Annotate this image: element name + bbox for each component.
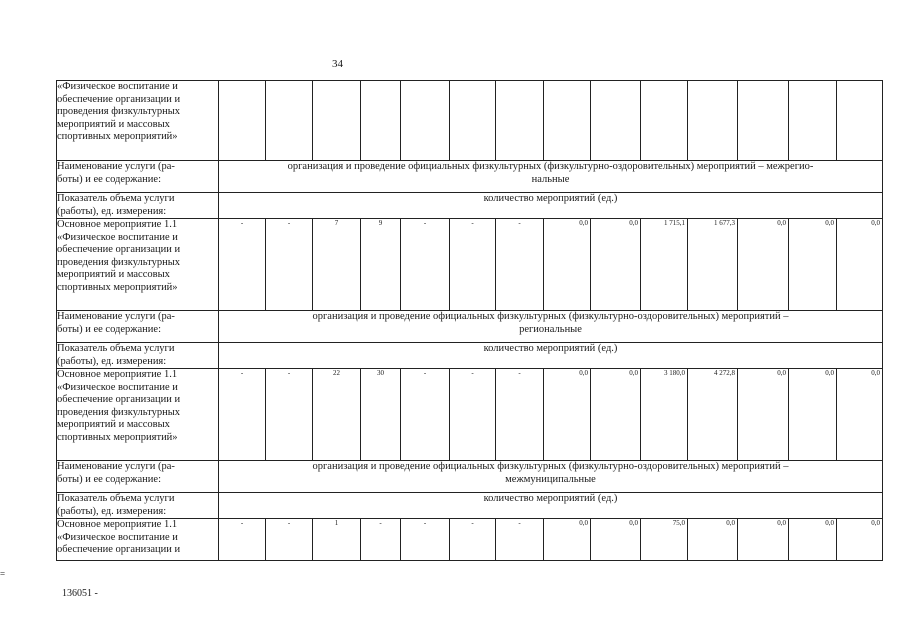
value-cell: 0,0 — [789, 369, 837, 461]
value-cell: 0,0 — [544, 519, 591, 561]
indicator-unit: количество мероприятий (ед.) — [219, 493, 883, 519]
value-cell: 75,0 — [641, 519, 688, 561]
empty-cell — [641, 81, 688, 161]
value-cell: - — [496, 219, 544, 311]
row-label: Основное мероприятие 1.1 «Физическое воспитание и обеспечение организации и — [57, 519, 219, 561]
page-number: 34 — [332, 58, 343, 70]
empty-cell — [266, 81, 313, 161]
empty-cell — [450, 81, 496, 161]
indicator-unit: количество мероприятий (ед.) — [219, 193, 883, 219]
value-cell: 0,0 — [837, 219, 883, 311]
value-cell: 1 677,3 — [688, 219, 738, 311]
table-body — [57, 81, 883, 561]
value-cell: 9 — [361, 219, 401, 311]
value-cell: - — [401, 519, 450, 561]
empty-cell — [313, 81, 361, 161]
value-cell: - — [219, 369, 266, 461]
table-row — [57, 343, 883, 369]
empty-cell — [591, 81, 641, 161]
margin-mark: = — [0, 569, 6, 579]
row-label: Показатель объема услуги (работы), ед. измерения: — [57, 193, 219, 219]
value-cell: - — [450, 519, 496, 561]
value-cell: - — [496, 519, 544, 561]
row-label: Наименование услуги (ра- боты) и ее содержание: — [57, 311, 219, 343]
value-cell: 0,0 — [738, 519, 789, 561]
value-cell: - — [401, 219, 450, 311]
value-cell: 0,0 — [789, 519, 837, 561]
row-label: «Физическое воспитание и обеспечение организации и проведения физкультурных мероприятий и массовых спортивных мероприятий» — [57, 81, 219, 161]
value-cell: 22 — [313, 369, 361, 461]
value-cell: 7 — [313, 219, 361, 311]
value-cell: - — [496, 369, 544, 461]
value-cell: - — [450, 369, 496, 461]
value-cell: 0,0 — [738, 219, 789, 311]
value-cell: - — [266, 369, 313, 461]
table-row — [57, 193, 883, 219]
empty-cell — [401, 81, 450, 161]
value-cell: - — [266, 519, 313, 561]
service-description: организация и проведение официальных физкультурных (физкультурно-оздоровительных) мероприятий – межрегио- нальные — [219, 161, 883, 193]
value-cell: 0,0 — [688, 519, 738, 561]
table-row — [57, 219, 883, 311]
value-cell: - — [361, 519, 401, 561]
table-row — [57, 369, 883, 461]
row-label: Основное мероприятие 1.1 «Физическое воспитание и обеспечение организации и проведения физкультурных мероприятий и массовых спортивных мероприятий» — [57, 369, 219, 461]
value-cell: - — [401, 369, 450, 461]
value-cell: - — [266, 219, 313, 311]
empty-cell — [496, 81, 544, 161]
value-cell: - — [450, 219, 496, 311]
value-cell: - — [219, 219, 266, 311]
empty-cell — [738, 81, 789, 161]
value-cell: 0,0 — [837, 369, 883, 461]
row-label: Основное мероприятие 1.1 «Физическое воспитание и обеспечение организации и проведения физкультурных мероприятий и массовых спортивных мероприятий» — [57, 219, 219, 311]
indicator-unit: количество мероприятий (ед.) — [219, 343, 883, 369]
table-row — [57, 461, 883, 493]
empty-cell — [361, 81, 401, 161]
service-description: организация и проведение официальных физкультурных (физкультурно-оздоровительных) мероприятий – межмуниципальные — [219, 461, 883, 493]
row-label: Показатель объема услуги (работы), ед. измерения: — [57, 493, 219, 519]
row-label: Показатель объема услуги (работы), ед. измерения: — [57, 343, 219, 369]
empty-cell — [219, 81, 266, 161]
value-cell: 3 180,0 — [641, 369, 688, 461]
value-cell: 0,0 — [837, 519, 883, 561]
value-cell: 0,0 — [544, 219, 591, 311]
table-row — [57, 161, 883, 193]
service-description: организация и проведение официальных физкультурных (физкультурно-оздоровительных) мероприятий – региональные — [219, 311, 883, 343]
value-cell: 0,0 — [591, 369, 641, 461]
value-cell: 30 — [361, 369, 401, 461]
table-row — [57, 81, 883, 161]
value-cell: 0,0 — [591, 219, 641, 311]
row-label: Наименование услуги (ра- боты) и ее содержание: — [57, 161, 219, 193]
value-cell: 0,0 — [789, 219, 837, 311]
value-cell: 4 272,8 — [688, 369, 738, 461]
table-row — [57, 519, 883, 561]
empty-cell — [837, 81, 883, 161]
document-code: 136051 - — [62, 588, 98, 599]
table-row — [57, 493, 883, 519]
value-cell: 1 — [313, 519, 361, 561]
value-cell: 0,0 — [544, 369, 591, 461]
empty-cell — [688, 81, 738, 161]
value-cell: 0,0 — [738, 369, 789, 461]
row-label: Наименование услуги (ра- боты) и ее содержание: — [57, 461, 219, 493]
table-row — [57, 311, 883, 343]
value-cell: 1 715,1 — [641, 219, 688, 311]
value-cell: 0,0 — [591, 519, 641, 561]
value-cell: - — [219, 519, 266, 561]
budget-table — [56, 80, 883, 561]
empty-cell — [789, 81, 837, 161]
empty-cell — [544, 81, 591, 161]
